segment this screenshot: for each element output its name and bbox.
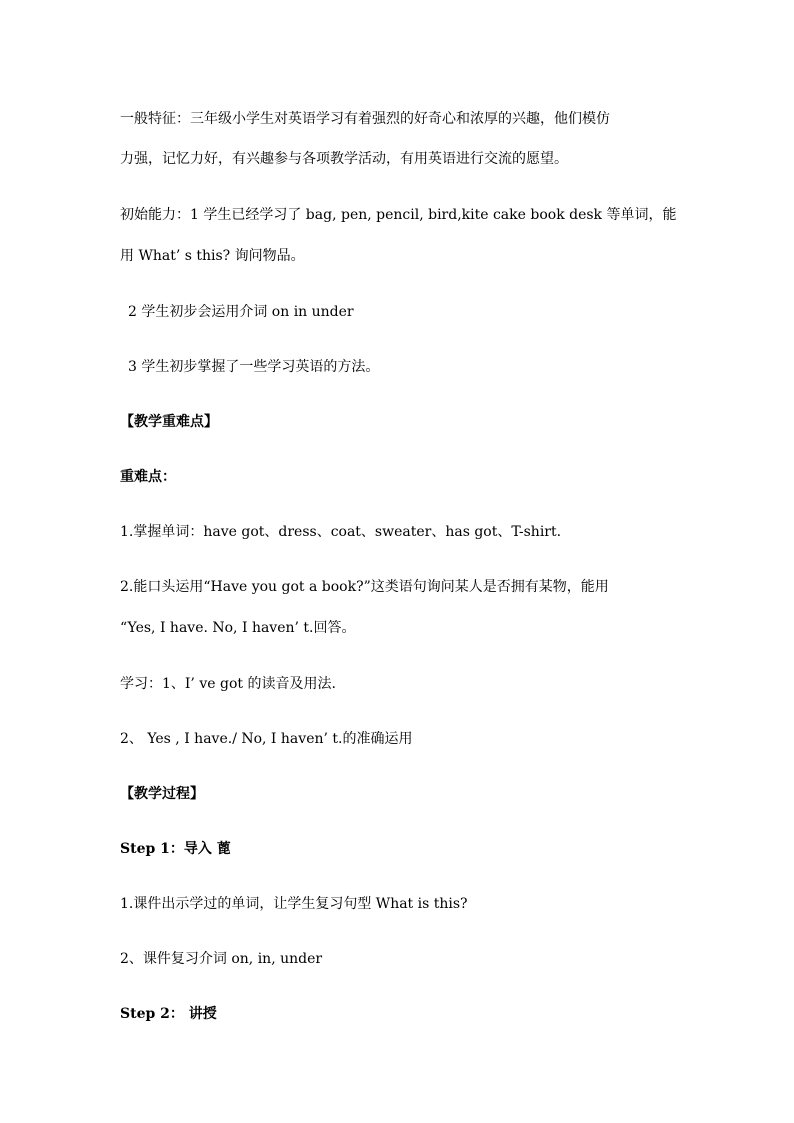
initial-ability-line-2: 用 What’ s this? 询问物品。: [120, 248, 305, 264]
key-point-1: 1.掌握单词：have got、dress、coat、sweater、has got、T-shirt.: [120, 524, 562, 540]
general-traits-line-2: 力强，记忆力好，有兴趣参与各项教学活动，有用英语进行交流的愿望。: [120, 151, 568, 167]
step-1-item-2: 2、课件复习介词 on, in, under: [120, 951, 323, 967]
learning-point-2: 2、 Yes , I have./ No, I haven’ t.的准确运用: [120, 731, 413, 747]
key-point-2-line-1: 2.能口头运用“Have you got a book?”这类语句询问某人是否拥有某物，能用: [120, 579, 609, 595]
step-2-heading: Step 2： 讲授: [120, 1006, 217, 1022]
step-1-heading: Step 1：导入 蓖: [120, 841, 231, 857]
ability-item-2: 2 学生初步会运用介词 on in under: [128, 304, 354, 320]
ability-item-3: 3 学生初步掌握了一些学习英语的方法。: [128, 359, 380, 375]
learning-point-1: 学习：1、I’ ve got 的读音及用法.: [120, 676, 336, 692]
section-heading-key-points: 【教学重难点】: [120, 414, 218, 430]
initial-ability-line-1: 初始能力：1 学生已经学习了 bag, pen, pencil, bird,kite cake book desk 等单词，能: [120, 207, 677, 223]
section-heading-teaching-process: 【教学过程】: [120, 786, 204, 802]
step-1-item-1: 1.课件出示学过的单词，让学生复习句型 What is this?: [120, 896, 468, 912]
key-points-subheading: 重难点：: [120, 469, 176, 485]
key-point-2-line-2: “Yes, I have. No, I haven’ t.回答。: [120, 620, 356, 636]
general-traits-line-1: 一般特征：三年级小学生对英语学习有着强烈的好奇心和浓厚的兴趣，他们模仿: [120, 111, 610, 127]
